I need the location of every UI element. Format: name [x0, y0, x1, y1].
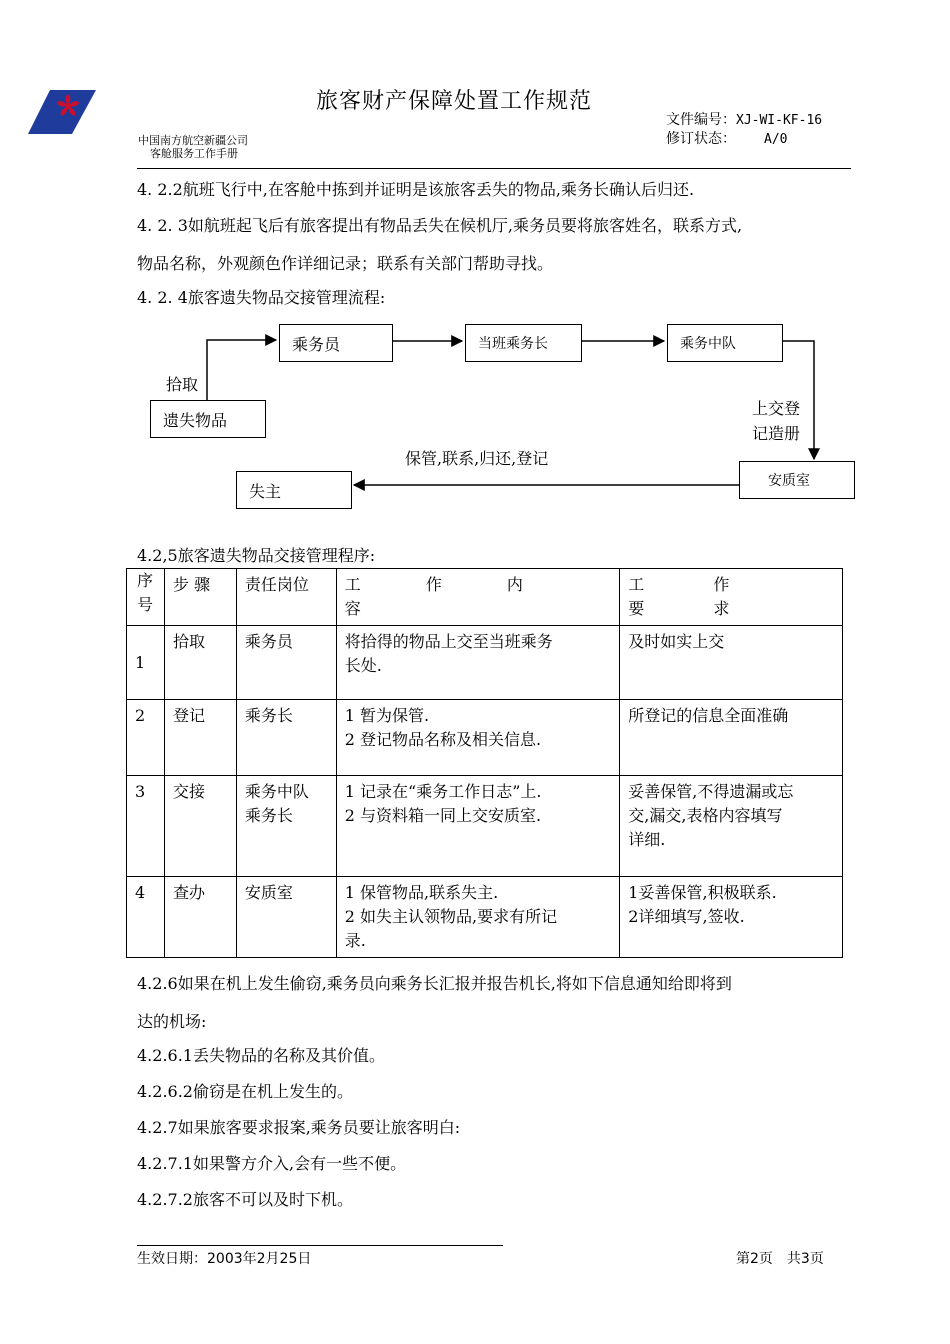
paragraph-4-2-3-line2: 物品名称，外观颜色作详细记录；联系有关部门帮助寻找。 — [137, 254, 554, 273]
arrow-lost-to-attendant — [207, 340, 276, 400]
header-content: 工 作 内 容 — [336, 569, 620, 626]
flow-box-attendant: 乘务员 — [279, 324, 393, 362]
page-number: 第2页 共3页 — [736, 1251, 824, 1267]
flow-box-cabin-team: 乘务中队 — [667, 324, 783, 362]
paragraph-4-2-3-line1: 4. 2. 3如航班起飞后有旅客提出有物品丢失在候机厅,乘务员要将旅客姓名，联系方式, — [137, 216, 743, 235]
flow-box-safety-office: 安质室 — [739, 461, 855, 499]
header-step: 步 骤 — [164, 569, 236, 626]
doc-no-label: 文件编号： — [666, 112, 736, 128]
row-requirement: 妥善保管,不得遗漏或忘 交,漏交,表格内容填写 详细. — [620, 776, 843, 877]
flow-label-return: 保管,联系,归还,登记 — [405, 449, 549, 468]
table-row — [127, 877, 843, 958]
flow-label-handover-1: 上交登 — [752, 399, 801, 418]
row-step: 登记 — [164, 700, 236, 776]
paragraph-4-2-6-line1: 4.2.6如果在机上发生偷窃,乘务员向乘务长汇报并报告机长,将如下信息通知给即将到 — [137, 974, 732, 993]
row-content: 1 暂为保管. 2 登记物品名称及相关信息. — [336, 700, 620, 776]
footer-divider — [137, 1245, 503, 1246]
paragraph-4-2-4: 4. 2. 4旅客遗失物品交接管理流程: — [137, 288, 386, 307]
flow-label-pickup: 拾取 — [166, 375, 199, 394]
row-no: 4 — [127, 877, 165, 958]
paragraph-4-2-7-1: 4.2.7.1如果警方介入,会有一些不便。 — [137, 1154, 407, 1173]
row-step: 交接 — [164, 776, 236, 877]
company-line-1: 中国南方航空新疆公司 — [138, 134, 248, 147]
revision-label: 修订状态： — [666, 131, 736, 147]
row-step: 查办 — [164, 877, 236, 958]
table-header-row — [127, 569, 843, 626]
row-role: 安质室 — [236, 877, 336, 958]
flow-box-owner: 失主 — [236, 471, 352, 509]
document-title: 旅客财产保障处置工作规范 — [316, 89, 593, 114]
flow-label-handover-2: 记造册 — [752, 424, 801, 443]
table-row — [127, 626, 843, 700]
paragraph-4-2-7-2: 4.2.7.2旅客不可以及时下机。 — [137, 1190, 353, 1209]
paragraph-4-2-7: 4.2.7如果旅客要求报案,乘务员要让旅客明白: — [137, 1118, 461, 1137]
paragraph-4-2-6-line2: 达的机场: — [137, 1012, 207, 1031]
row-no: 1 — [127, 626, 165, 700]
procedure-table — [126, 568, 843, 958]
row-content: 1 记录在“乘务工作日志”上. 2 与资料箱一同上交安质室. — [336, 776, 620, 877]
paragraph-4-2-5: 4.2,5旅客遗失物品交接管理程序: — [137, 546, 376, 565]
row-no: 2 — [127, 700, 165, 776]
header-requirement: 工 作 要 求 — [620, 569, 843, 626]
revision-value: A/0 — [764, 132, 788, 147]
row-role: 乘务员 — [236, 626, 336, 700]
flow-box-lost-item: 遗失物品 — [150, 400, 266, 438]
header-seq: 序 号 — [127, 569, 165, 626]
flow-box-duty-purser: 当班乘务长 — [465, 324, 582, 362]
paragraph-4-2-6-1: 4.2.6.1丢失物品的名称及其价值。 — [137, 1046, 385, 1065]
table-row — [127, 700, 843, 776]
paragraph-4-2-6-2: 4.2.6.2偷窃是在机上发生的。 — [137, 1082, 353, 1101]
paragraph-4-2-2: 4. 2.2航班飞行中,在客舱中拣到并证明是该旅客丢失的物品,乘务长确认后归还. — [137, 180, 695, 199]
row-content: 1 保管物品,联系失主. 2 如失主认领物品,要求有所记 录. — [336, 877, 620, 958]
doc-no-value: XJ-WI-KF-16 — [736, 113, 823, 128]
company-line-2: 客舱服务工作手册 — [150, 147, 238, 160]
row-requirement: 1妥善保管,积极联系. 2详细填写,签收. — [620, 877, 843, 958]
row-step: 拾取 — [164, 626, 236, 700]
header-role: 责任岗位 — [236, 569, 336, 626]
row-requirement: 及时如实上交 — [620, 626, 843, 700]
effective-date: 生效日期：2003年2月25日 — [137, 1251, 312, 1267]
row-requirement: 所登记的信息全面准确 — [620, 700, 843, 776]
row-no: 3 — [127, 776, 165, 877]
row-role: 乘务中队 乘务长 — [236, 776, 336, 877]
row-role: 乘务长 — [236, 700, 336, 776]
row-content: 将拾得的物品上交至当班乘务 长处. — [336, 626, 620, 700]
table-row — [127, 776, 843, 877]
